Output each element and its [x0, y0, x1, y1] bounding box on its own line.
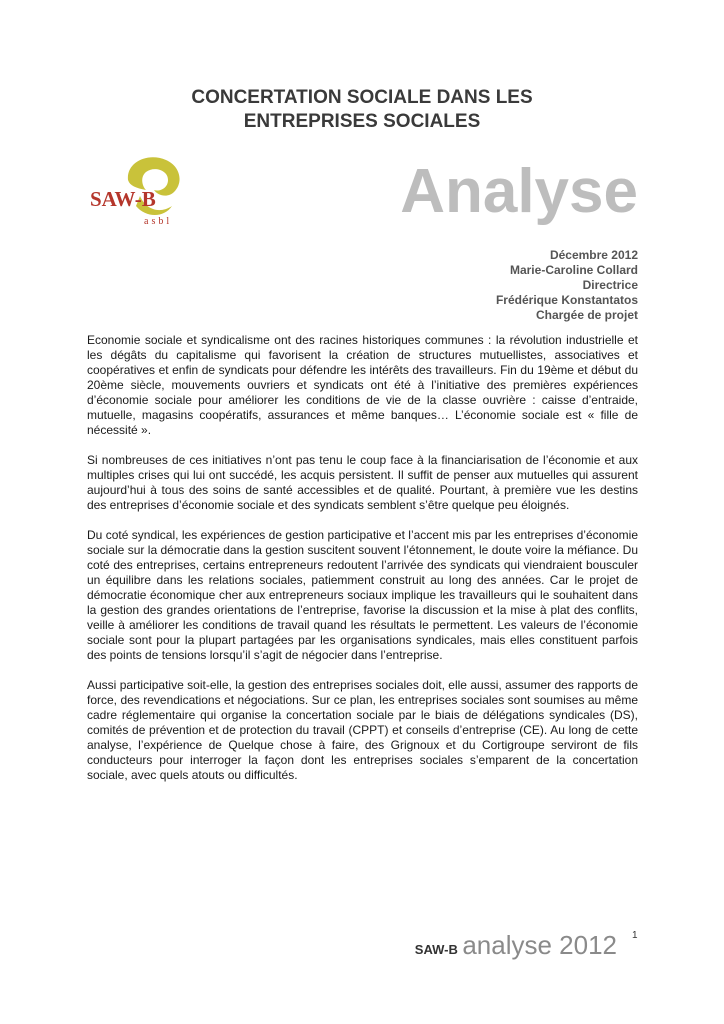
saw-b-logo-icon [88, 152, 188, 232]
page-footer [415, 930, 617, 961]
document-title [0, 86, 724, 134]
analyse-heading: Analyse [400, 157, 638, 226]
meta-role-1: Directrice [582, 278, 638, 292]
paragraph-2: Si nombreuses de ces initiatives n’ont pas tenu le coup face à la financiarisation de l’économie et aux multiples crises qui lui ont succédé, les acquis persistent. Il suffit de penser aux mutuelles qui assurent aujourd’hui à tous des soins de santé accessibles et de qualité. Pourtant, à première vue les destins des entreprises d’économie sociale et des syndicats semblent s’être quelque peu éloignés. [87, 453, 638, 512]
logo-subtext: asbl [144, 216, 173, 227]
title-line-1: CONCERTATION SOCIALE DANS LES [191, 87, 533, 108]
paragraph-3: Du coté syndical, les expériences de gestion participative et l’accent mis par les entreprises d’économie sociale sur la démocratie dans la gestion suscitent souvent l’étonnement, le doute voire la méfiance. Du coté des entreprises, certains entrepreneurs redoutent l’arrivée des syndicats qui viendraient bousculer un équilibre dans les relations sociales, patiemment construit au long des années. Car le projet de démocratie économique cher aux entrepreneurs sociaux implique les travailleurs qui le souhaitent dans la gestion des grandes orientations de l’entreprise, favorise la discussion et la mise à plat des conflits, veille à améliorer les conditions de travail quand les résultats le permettent. Les valeurs de l’économie sociale sont pour la plupart partagées par les organisations syndicales, mais elles constituent parfois des points de tensions lorsqu’il s’agit de négocier dans l’entreprise. [87, 528, 638, 662]
logo-text: SAW-B [90, 187, 156, 211]
document-body [87, 333, 638, 798]
page-number: 1 [632, 930, 638, 941]
meta-author-1: Marie-Caroline Collard [509, 263, 638, 277]
footer-brand: SAW-B [414, 942, 458, 957]
meta-role-2: Chargée de projet [535, 308, 638, 322]
footer-label: analyse 2012 [462, 930, 617, 960]
saw-b-logo [88, 152, 188, 232]
meta-author-2: Frédérique Konstantatos [495, 293, 638, 307]
paragraph-1: Economie sociale et syndicalisme ont des racines historiques communes : la révolution industrielle et les dégâts du capitalisme qui favorisent la création de structures mutuellistes, associatives et coopératives et enfin de syndicats pour défendre les intérêts des travailleurs. Fin du 19ème et début du 20ème siècle, mouvements ouvriers et syndicats ont été à l’initiative des premières expériences d’économie sociale pour améliorer les conditions de vie de la classe ouvrière : caisse d’entraide, mutuelle, magasins coopératifs, assurances et même banques… L’économie sociale est « fille de nécessité ». [87, 333, 638, 437]
document-meta [496, 248, 638, 323]
meta-date: Décembre 2012 [549, 248, 638, 262]
paragraph-4: Aussi participative soit-elle, la gestion des entreprises sociales doit, elle aussi, assumer des rapports de force, des revendications et négociations. Sur ce plan, les entreprises sociales sont soumises au même cadre réglementaire qui organise la concertation sociale par le biais de délégations syndicales (DS), comités de prévention et de protection du travail (CPPT) et conseils d’entreprise (CE). Au long de cette analyse, l’expérience de Quelque chose à faire, des Grignoux et du Cortigroupe serviront de fils conducteurs pour interroger la façon dont les entreprises sociales s’emparent de la concertation sociale, avec quels atouts ou difficultés. [87, 678, 638, 782]
title-line-2: ENTREPRISES SOCIALES [243, 111, 481, 132]
